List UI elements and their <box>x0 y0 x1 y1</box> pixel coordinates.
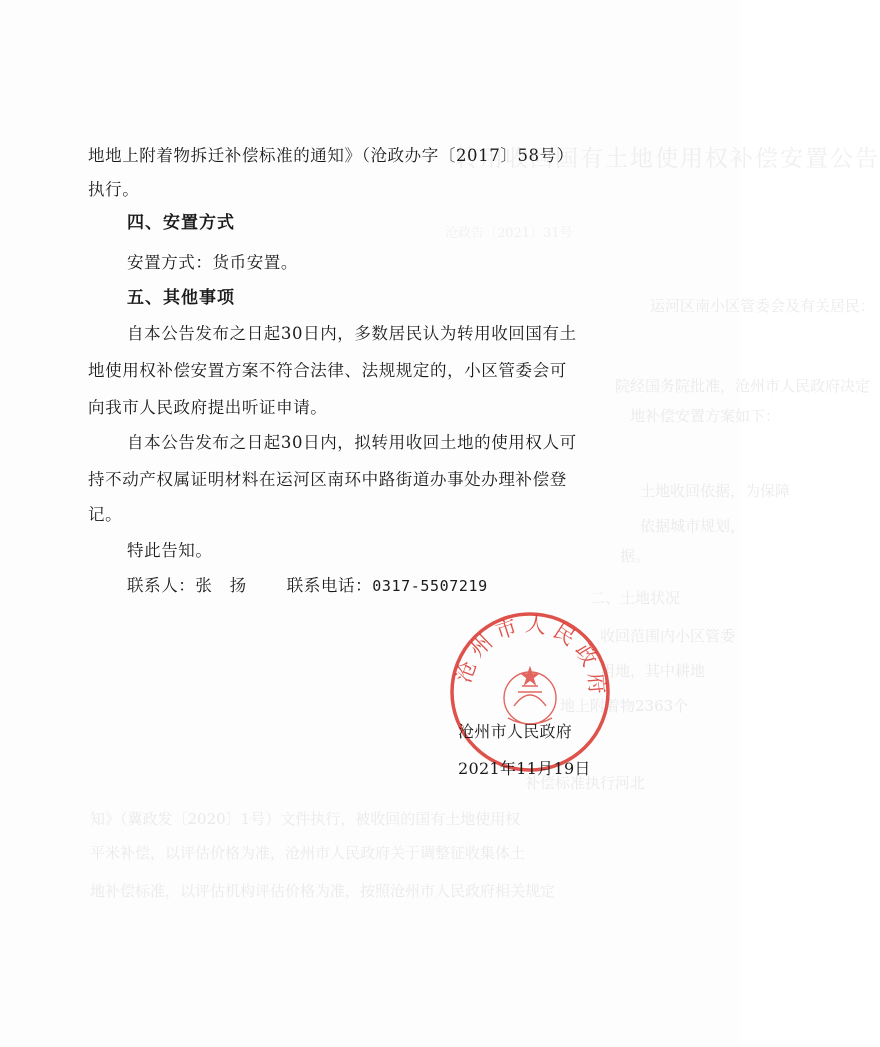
contact-phone-value: 0317-5507219 <box>372 577 488 595</box>
paragraph-line: 安置方式：货币安置。 <box>127 253 298 272</box>
bleed-through-line: 土地收回依据，为保障 <box>640 482 791 500</box>
bleed-through-line: 收回范围内小区管委 <box>600 627 736 645</box>
bleed-through-line: 知》（冀政发〔2020〕1号）文件执行，被收回的国有土地使用权 <box>90 810 521 828</box>
bleed-through-line: 运河区南小区管委会及有关居民： <box>650 297 876 315</box>
contact-person-name: 张 扬 <box>195 576 247 595</box>
paragraph-line: 地使用权补偿安置方案不符合法律、法规规定的，小区管委会可 <box>88 361 567 380</box>
issue-date: 2021年11月19日 <box>458 759 591 778</box>
contact-phone-label: 联系电话： <box>286 576 373 595</box>
paragraph-line: 向我市人民政府提出听证申请。 <box>88 398 328 417</box>
paragraph-line: 自本公告发布之日起30日内，拟转用收回土地的使用权人可 <box>127 433 577 452</box>
bleed-through-line: 据。 <box>620 547 651 565</box>
official-seal <box>444 606 616 778</box>
closing-line: 特此告知。 <box>127 541 213 560</box>
paragraph-line: 执行。 <box>88 180 140 199</box>
paragraph-line: 地地上附着物拆迁补偿标准的通知》（沧政办字〔2017〕58号） <box>88 146 574 165</box>
issuer-signature: 沧州市人民政府 <box>458 722 573 741</box>
bleed-through-line: 地补偿标准，以评估机构评估价格为准，按照沧州市人民政府相关规定 <box>90 882 556 900</box>
contact-person-label: 联系人： <box>127 576 196 595</box>
seal-text: 沧州市人民政府 <box>451 611 610 701</box>
bleed-through-line: 地上附着物2363个 <box>560 697 689 715</box>
section-heading-resettlement: 四、安置方式 <box>127 213 235 233</box>
bleed-through-line: 平米补偿，以评估价格为准，沧州市人民政府关于调整征收集体土 <box>90 844 526 862</box>
section-heading-other-matters: 五、其他事项 <box>127 288 235 308</box>
contact-row <box>127 576 488 596</box>
paragraph-line: 持不动产权属证明材料在运河区南环中路街道办事处办理补偿登 <box>88 470 567 489</box>
bleed-through-line: 二、土地状况 <box>590 589 681 607</box>
paragraph-line: 自本公告发布之日起30日内，多数居民认为转用收回国有土 <box>127 324 577 343</box>
bleed-through-line: 用地，其中耕地 <box>600 662 706 680</box>
seal-emblem-icon <box>504 668 556 724</box>
bleed-through-line: 院经国务院批准，沧州市人民政府决定 <box>615 377 871 395</box>
bleed-through-subtitle: 沧政告〔2021〕31号 <box>445 226 573 241</box>
bleed-through-title: 转用收回国有土地使用权补偿安置公告 <box>455 146 880 172</box>
bleed-through-line: 地补偿安置方案如下： <box>630 407 781 425</box>
bleed-through-line: 依据城市规划， <box>640 517 746 535</box>
paragraph-line: 记。 <box>88 505 123 524</box>
bleed-through-line: 补偿标准执行河北 <box>90 774 646 792</box>
